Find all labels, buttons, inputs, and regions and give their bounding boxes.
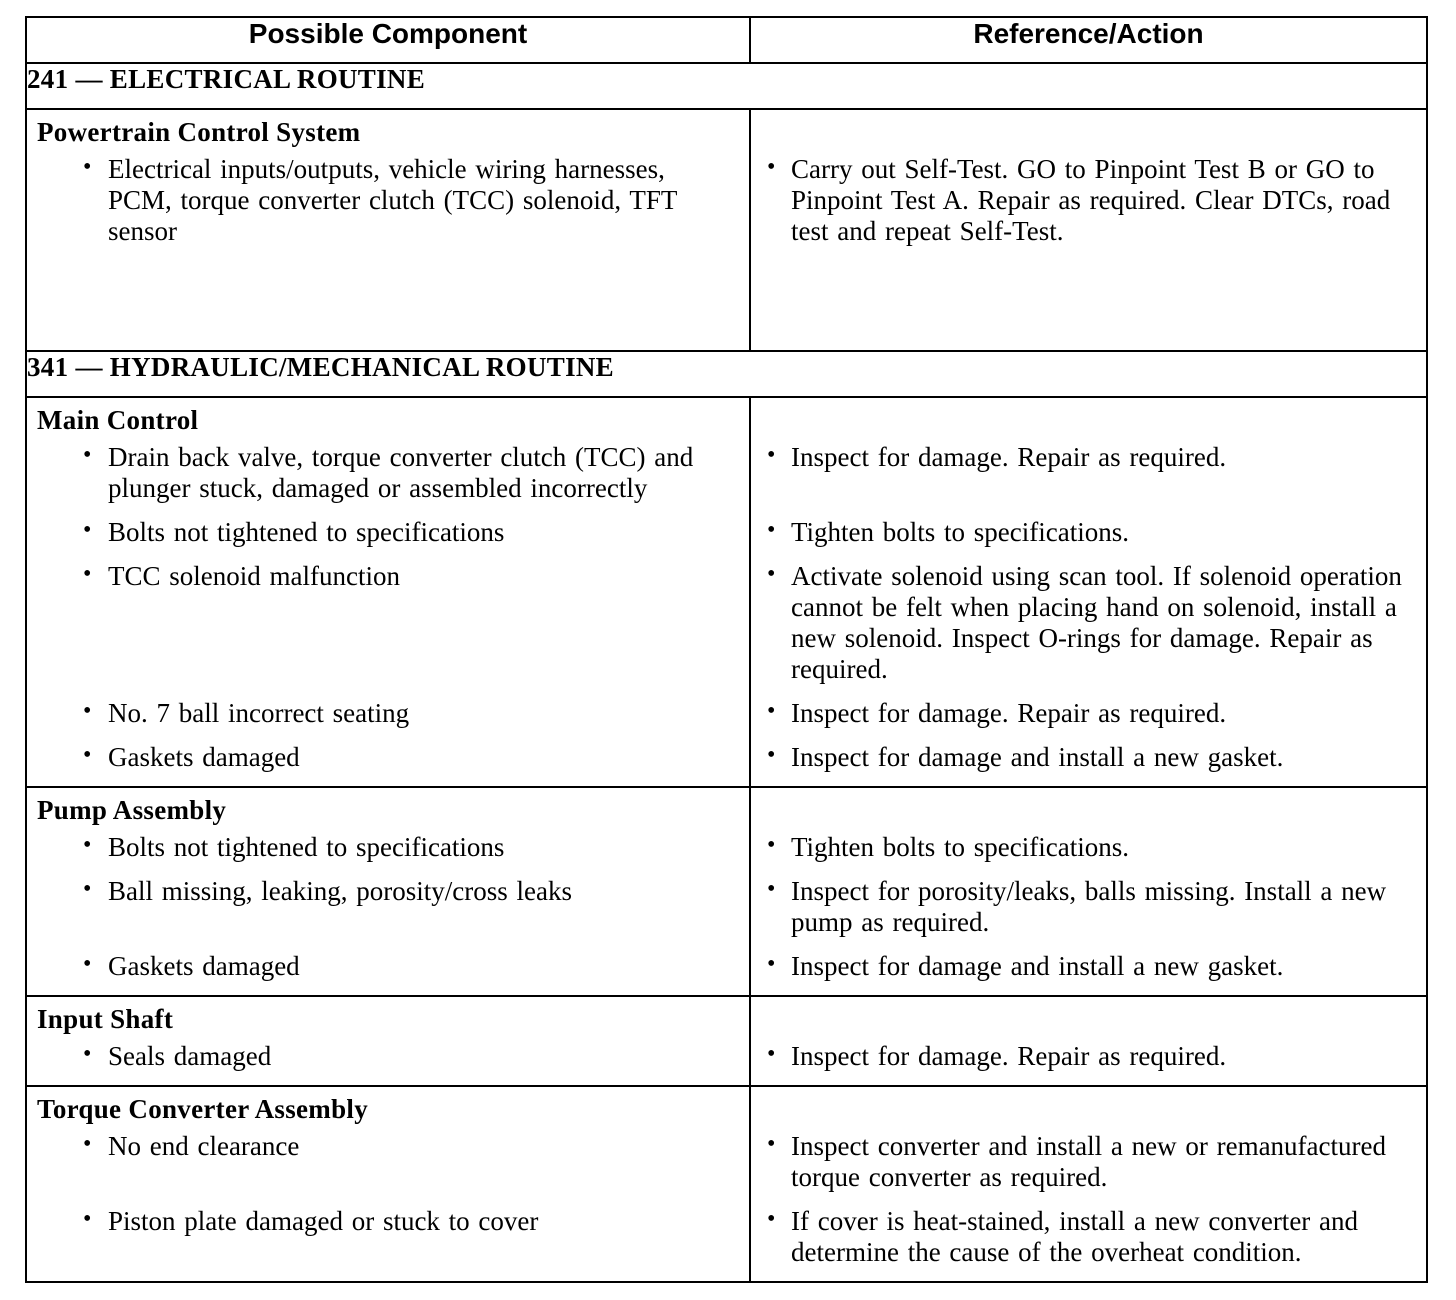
routine-row bbox=[26, 351, 1427, 397]
bullet-icon: • bbox=[767, 876, 776, 902]
action-cell bbox=[750, 996, 1427, 1086]
column-header-component: Possible Component bbox=[26, 17, 750, 63]
bullet-icon: • bbox=[83, 742, 92, 768]
action-cell bbox=[750, 109, 1427, 351]
component-group bbox=[26, 996, 1427, 1086]
action-item: • Inspect converter and install a new or remanufactured torque converter as required. bbox=[767, 1131, 1386, 1192]
bullet-icon: • bbox=[83, 832, 92, 858]
bullet-icon: • bbox=[767, 1206, 776, 1232]
component-item: • Drain back valve, torque converter clutch (TCC) and plunger stuck, damaged or assembled incorrectly bbox=[83, 442, 694, 503]
column-header-action: Reference/Action bbox=[750, 17, 1427, 63]
bullet-icon: • bbox=[767, 742, 776, 768]
action-item: • Inspect for porosity/leaks, balls missing. Install a new pump as required. bbox=[767, 876, 1387, 937]
bullet-icon: • bbox=[767, 561, 776, 587]
header-row bbox=[26, 17, 1427, 63]
bullet-icon: • bbox=[767, 951, 776, 977]
component-cell bbox=[26, 1086, 750, 1282]
component-group bbox=[26, 397, 1427, 787]
component-item: • No. 7 ball incorrect seating bbox=[83, 698, 410, 728]
action-item: • Activate solenoid using scan tool. If solenoid operation cannot be felt when placing hand on solenoid, install a new solenoid. Inspect O-rings for damage. Repair as required. bbox=[767, 561, 1402, 684]
bullet-icon: • bbox=[83, 1131, 92, 1157]
action-item: • Inspect for damage and install a new gasket. bbox=[767, 742, 1284, 772]
bullet-icon: • bbox=[83, 442, 92, 468]
bullet-icon: • bbox=[83, 517, 92, 543]
action-cell bbox=[750, 397, 1427, 787]
component-cell bbox=[26, 109, 750, 351]
component-cell bbox=[26, 787, 750, 996]
component-group-title: Pump Assembly bbox=[37, 795, 227, 825]
bullet-icon: • bbox=[83, 876, 92, 902]
routine-title: 241 — ELECTRICAL ROUTINE bbox=[26, 63, 1427, 109]
component-group-title: Main Control bbox=[37, 405, 199, 435]
component-item: • TCC solenoid malfunction bbox=[83, 561, 400, 591]
action-item: • Inspect for damage. Repair as required. bbox=[767, 442, 1227, 472]
bullet-icon: • bbox=[767, 442, 776, 468]
bullet-icon: • bbox=[83, 698, 92, 724]
component-item: • Piston plate damaged or stuck to cover bbox=[83, 1206, 539, 1236]
bullet-icon: • bbox=[83, 561, 92, 587]
component-item: • Gaskets damaged bbox=[83, 742, 300, 772]
component-item: • Gaskets damaged bbox=[83, 951, 300, 981]
action-item: • Carry out Self-Test. GO to Pinpoint Test B or GO to Pinpoint Test A. Repair as required. Clear DTCs, road test and repeat Self-Test. bbox=[767, 154, 1391, 246]
component-cell bbox=[26, 397, 750, 787]
action-item: • Inspect for damage. Repair as required. bbox=[767, 1041, 1227, 1071]
bullet-icon: • bbox=[767, 1131, 776, 1157]
bullet-icon: • bbox=[767, 698, 776, 724]
component-item: • Ball missing, leaking, porosity/cross leaks bbox=[83, 876, 572, 906]
component-item: • Bolts not tightened to specifications bbox=[83, 832, 505, 862]
action-cell bbox=[750, 787, 1427, 996]
component-item: • Seals damaged bbox=[83, 1041, 272, 1071]
bullet-icon: • bbox=[83, 1041, 92, 1067]
component-group bbox=[26, 1086, 1427, 1282]
bullet-icon: • bbox=[83, 951, 92, 977]
component-group-title: Input Shaft bbox=[37, 1004, 174, 1034]
component-item: • Electrical inputs/outputs, vehicle wiring harnesses, PCM, torque converter clutch (TCC) solenoid, TFT sensor bbox=[83, 154, 677, 246]
component-group-title: Powertrain Control System bbox=[37, 117, 361, 147]
action-item: • Tighten bolts to specifications. bbox=[767, 517, 1129, 547]
routine-row bbox=[26, 63, 1427, 109]
bullet-icon: • bbox=[767, 517, 776, 543]
bullet-icon: • bbox=[767, 832, 776, 858]
action-item: • Tighten bolts to specifications. bbox=[767, 832, 1129, 862]
component-cell bbox=[26, 996, 750, 1086]
diagnosis-table bbox=[25, 16, 1428, 1283]
bullet-icon: • bbox=[767, 154, 776, 180]
action-item: • If cover is heat-stained, install a new converter and determine the cause of the overheat condition. bbox=[767, 1206, 1359, 1267]
action-item: • Inspect for damage and install a new gasket. bbox=[767, 951, 1284, 981]
component-group bbox=[26, 109, 1427, 351]
component-group bbox=[26, 787, 1427, 996]
action-item: • Inspect for damage. Repair as required. bbox=[767, 698, 1227, 728]
bullet-icon: • bbox=[83, 154, 92, 180]
component-group-title: Torque Converter Assembly bbox=[37, 1094, 369, 1124]
component-item: • No end clearance bbox=[83, 1131, 300, 1161]
bullet-icon: • bbox=[83, 1206, 92, 1232]
action-cell bbox=[750, 1086, 1427, 1282]
routine-title: 341 — HYDRAULIC/MECHANICAL ROUTINE bbox=[26, 351, 1427, 397]
component-item: • Bolts not tightened to specifications bbox=[83, 517, 505, 547]
bullet-icon: • bbox=[767, 1041, 776, 1067]
